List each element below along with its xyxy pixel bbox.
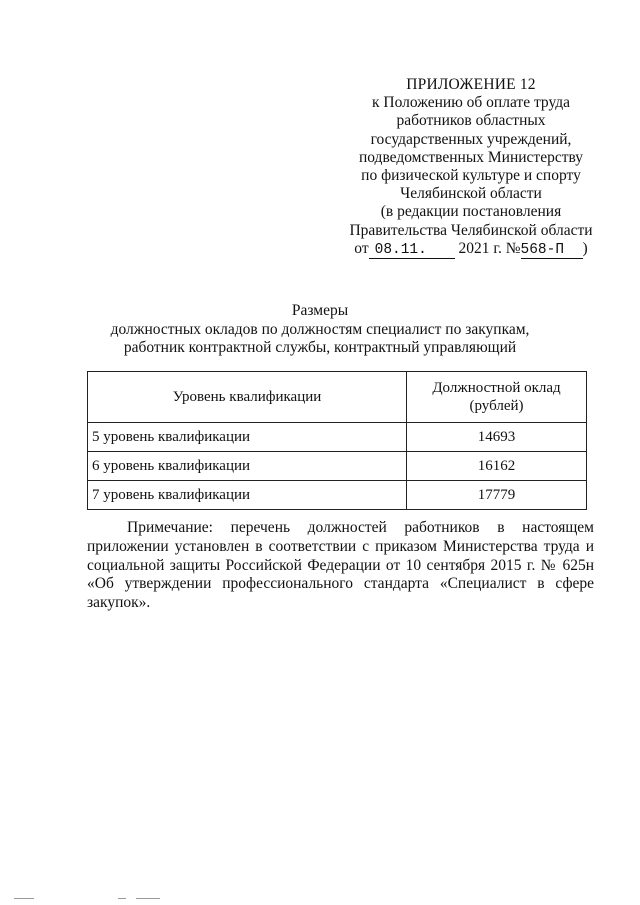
table-row [88,481,587,510]
close-paren: ) [582,239,588,257]
table-header-row [88,372,587,423]
appendix-line: работников областных [396,112,546,130]
table-row [88,452,587,481]
title-line: Размеры [291,302,349,319]
salary-table [87,371,587,510]
title-line: работник контрактной службы, контрактный управляющий [123,339,517,356]
level-cell: 7 уровень квалификации [88,481,407,510]
header-salary [407,372,587,423]
level-cell: 5 уровень квалификации [88,423,407,452]
document-title [60,302,580,358]
appendix-line: (в редакции постановления [380,203,562,221]
scan-mark [14,898,34,899]
appendix-header [338,76,604,259]
title-line: должностных окладов по должностям специалист по закупкам, [110,320,530,338]
date-prefix: от [354,239,369,257]
resolution-number: 568-П [521,243,583,259]
appendix-line: к Положению об оплате труда [371,94,571,112]
scan-footer-marks [0,896,640,902]
header-salary-line: Должностной оклад [432,380,561,396]
year-text: 2021 г. № [458,239,521,257]
scan-mark [118,898,126,899]
level-cell: 6 уровень квалификации [88,452,407,481]
note-paragraph: Примечание: перечень должностей работников в настоящем приложении установлен в соответствии с приказом Министерства труда и социальной защиты Российской Федерации от 10 сентября 2015 г. № 625н «Об утверждении профессионального стандарта «Специалист в сфере закупок». [87,519,594,612]
appendix-line: государственных учреждений, [370,130,572,148]
resolution-date-line [338,240,604,259]
header-level: Уровень квалификации [88,372,407,423]
appendix-line: по физической культуре и спорту [361,167,581,185]
resolution-date: 08.11. [369,243,455,259]
header-salary-unit: (рублей) [469,398,524,414]
appendix-line: Челябинской области [400,185,542,203]
table-row [88,423,587,452]
amount-cell: 17779 [407,481,587,510]
amount-cell: 16162 [407,452,587,481]
appendix-line: Правительства Челябинской области [349,221,593,239]
scan-mark [136,898,160,899]
appendix-line: подведомственных Министерству [358,148,584,166]
appendix-title: ПРИЛОЖЕНИЕ 12 [406,76,536,93]
amount-cell: 14693 [407,423,587,452]
